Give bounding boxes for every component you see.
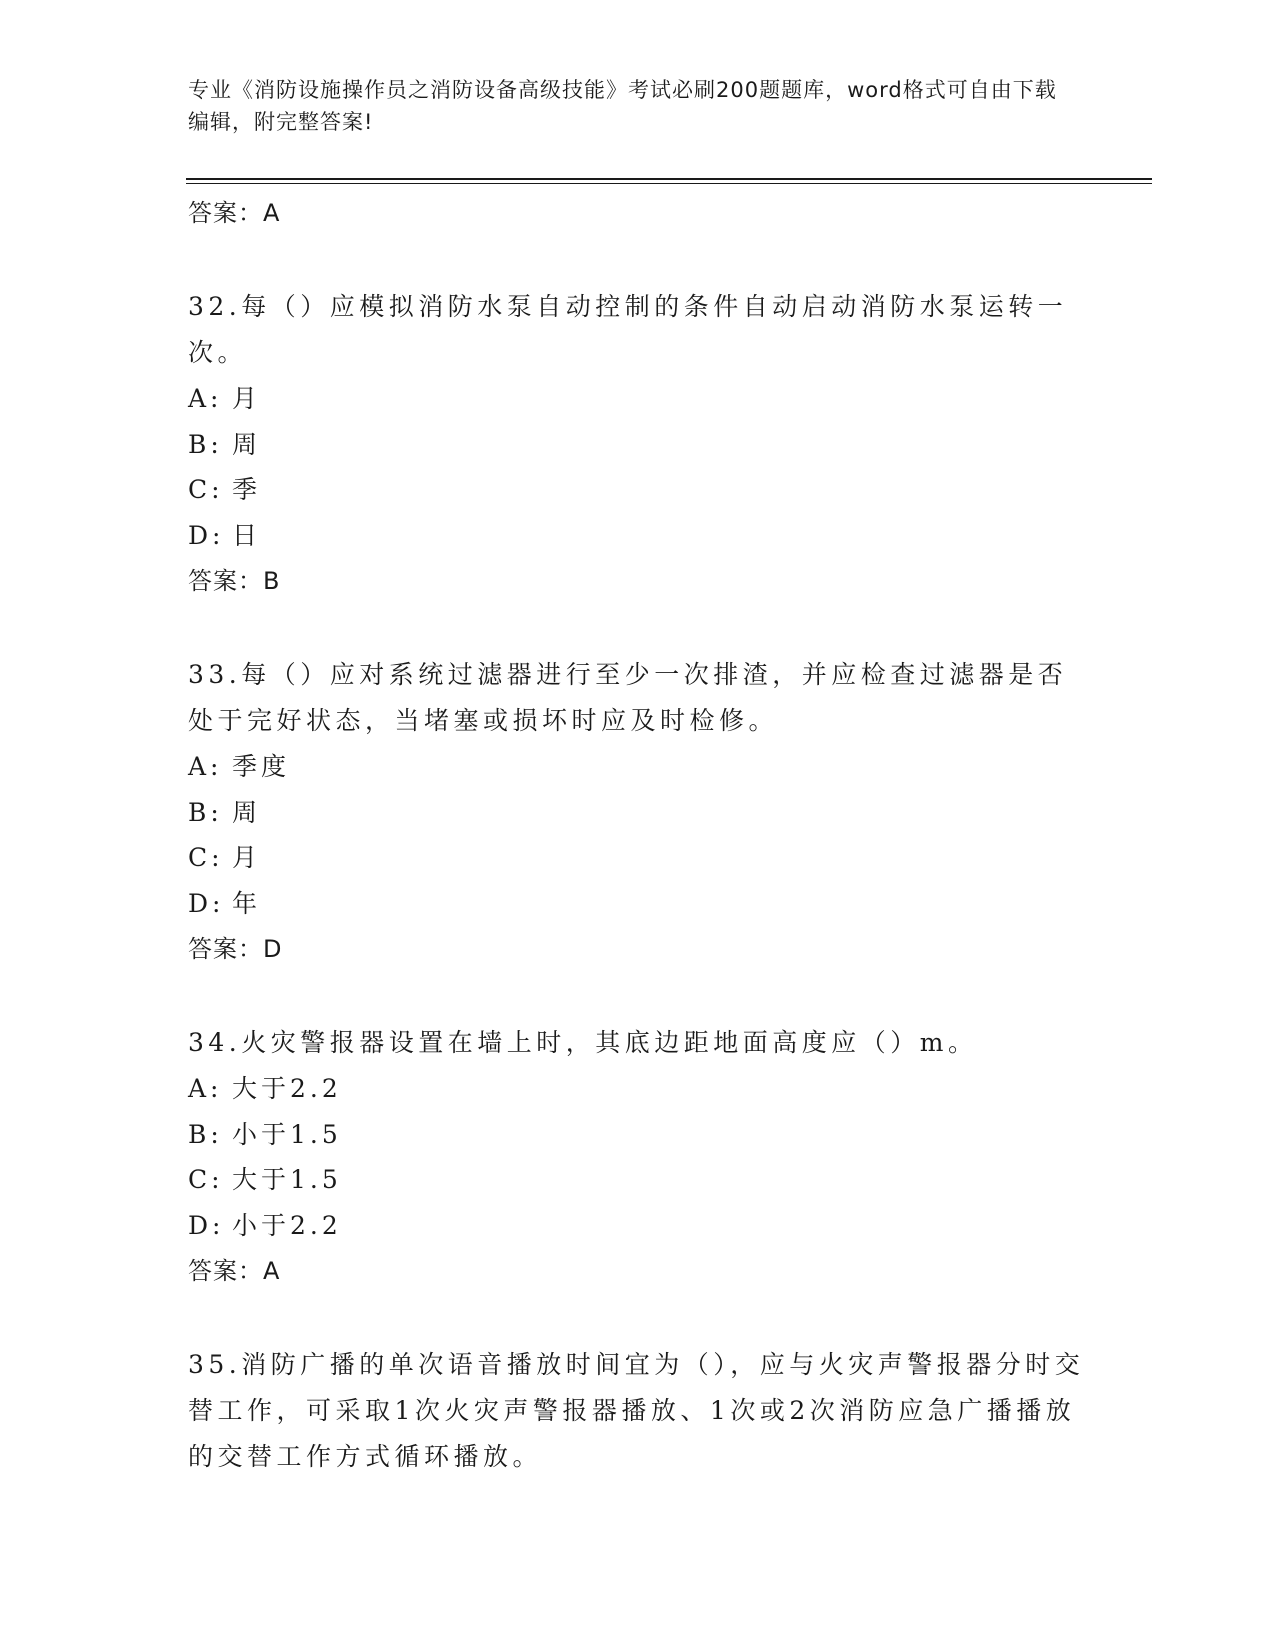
question-stem: 32.每（）应模拟消防水泵自动控制的条件自动启动消防水泵运转一次。 <box>188 292 1068 367</box>
option-text: 大于2.2 <box>232 1074 342 1103</box>
option-text: 季度 <box>232 752 291 781</box>
option-text: 日 <box>232 520 262 550</box>
option-c <box>188 835 1088 881</box>
question-stem: 33.每（）应对系统过滤器进行至少一次排渣，并应检查过滤器是否处于完好状态，当堵塞或损坏时应及时检修。 <box>188 660 1068 735</box>
question-35 <box>188 1342 1088 1480</box>
option-c <box>188 1157 1088 1203</box>
option-d <box>188 881 1088 927</box>
option-c <box>188 467 1088 513</box>
page-header: 专业《消防设施操作员之消防设备高级技能》考试必刷200题题库，word格式可自由下载编辑，附完整答案! <box>188 78 1057 134</box>
page-content <box>188 190 1088 1480</box>
question-32 <box>188 284 1088 604</box>
option-key: C: <box>188 475 224 504</box>
question-stem: 34.火灾警报器设置在墙上时，其底边距地面高度应（）m。 <box>188 1028 978 1057</box>
option-key: D: <box>188 888 225 918</box>
option-text: 月 <box>232 384 262 413</box>
option-key: A: <box>188 1074 223 1103</box>
answer-line: 答案：B <box>188 567 281 595</box>
option-d <box>188 1203 1088 1249</box>
option-key: A: <box>188 752 223 781</box>
option-key: C: <box>188 843 224 872</box>
option-text: 大于1.5 <box>232 1165 342 1194</box>
option-text: 小于2.2 <box>232 1210 342 1240</box>
answer-line: 答案：A <box>188 199 281 227</box>
option-text: 年 <box>232 888 262 918</box>
option-a <box>188 1066 1088 1112</box>
option-a <box>188 744 1088 790</box>
option-text: 月 <box>232 843 262 872</box>
option-key: A: <box>188 384 223 413</box>
option-b <box>188 790 1088 836</box>
question-stem: 35.消防广播的单次语音播放时间宜为（），应与火灾声警报器分时交替工作，可采取1次火灾声警报器播放、1次或2次消防应急广播播放的交替工作方式循环播放。 <box>188 1350 1085 1471</box>
option-text: 季 <box>232 475 262 504</box>
answer-line: 答案：D <box>188 935 283 963</box>
option-key: B: <box>188 429 223 459</box>
option-a <box>188 376 1088 422</box>
header-rule <box>186 178 1152 184</box>
question-33 <box>188 652 1088 972</box>
option-d <box>188 513 1088 559</box>
answer-line: 答案：A <box>188 1257 281 1285</box>
option-key: D: <box>188 1210 225 1240</box>
option-text: 小于1.5 <box>232 1119 342 1149</box>
option-text: 周 <box>232 797 262 827</box>
option-key: C: <box>188 1165 224 1194</box>
question-34 <box>188 1020 1088 1294</box>
option-key: D: <box>188 520 225 550</box>
option-b <box>188 1112 1088 1158</box>
option-key: B: <box>188 797 223 827</box>
option-key: B: <box>188 1119 223 1149</box>
option-b <box>188 422 1088 468</box>
option-text: 周 <box>232 429 262 459</box>
